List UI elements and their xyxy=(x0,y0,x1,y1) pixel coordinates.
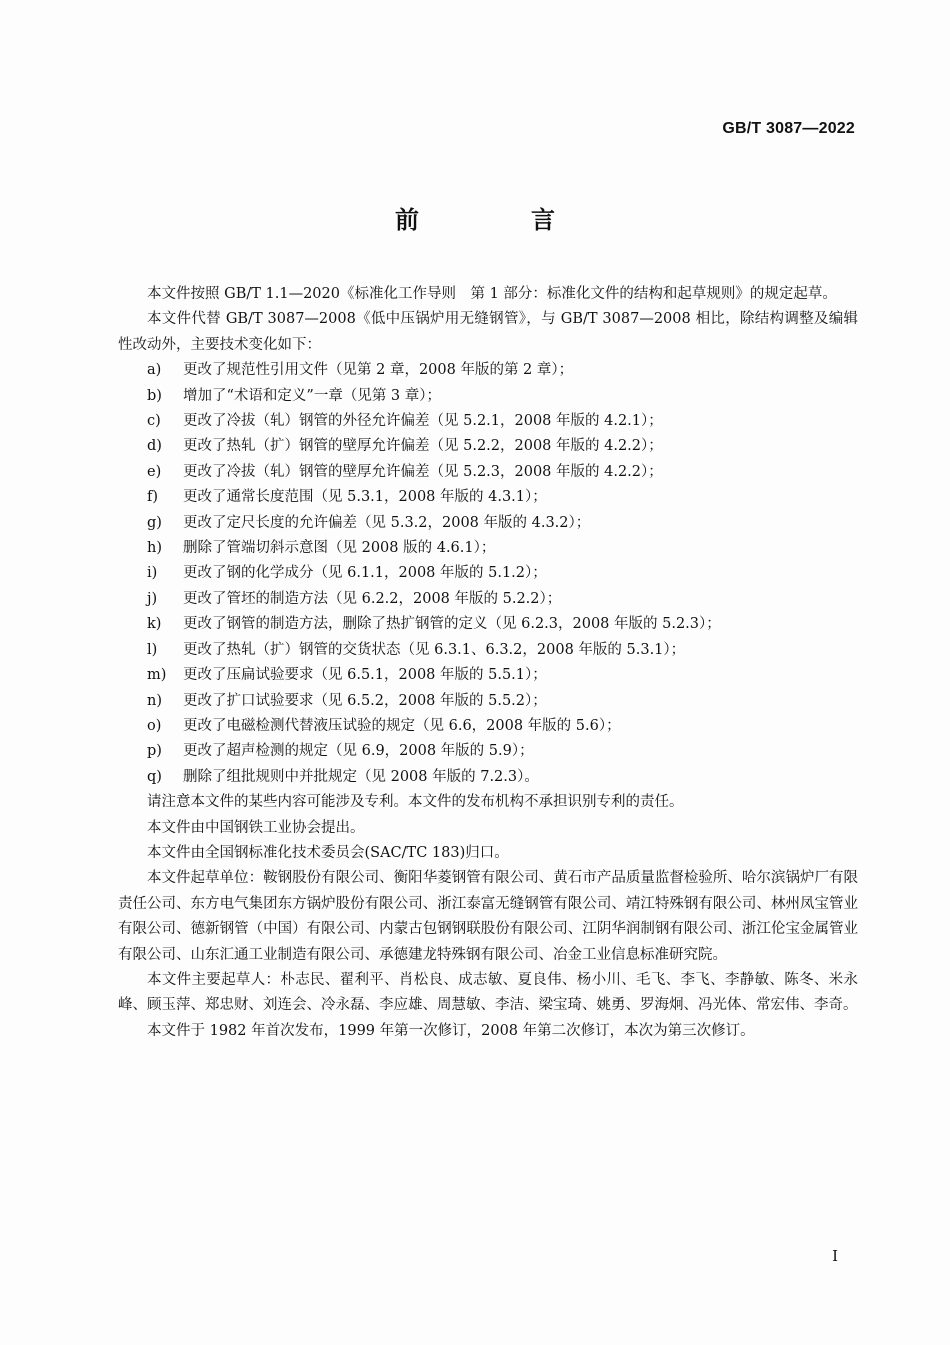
paragraph-centralized-by: 本文件由全国钢标准化技术委员会(SAC/TC 183)归口。 xyxy=(147,844,509,861)
paragraph-replacement: 本文件代替 GB/T 3087—2008《低中压锅炉用无缝钢管》，与 GB/T 3087—2008 相比，除结构调整及编辑性改动外，主要技术变化如下： xyxy=(118,311,858,353)
list-item xyxy=(118,485,858,510)
list-item-text: 更改了规范性引用文件（见第 2 章，2008 年版的第 2 章）； xyxy=(183,362,574,379)
list-item-letter: e) xyxy=(147,463,162,480)
list-item xyxy=(118,587,858,612)
list-item-letter: c) xyxy=(147,413,161,430)
page-title: 前 言 xyxy=(395,206,599,234)
list-item-text: 更改了电磁检测代替液压试验的规定（见 6.6，2008 年版的 5.6）； xyxy=(183,717,621,734)
list-item-text: 更改了热轧（扩）钢管的壁厚允许偏差（见 5.2.2，2008 年版的 4.2.2）； xyxy=(183,438,663,455)
list-item-text: 更改了超声检测的规定（见 6.9，2008 年版的 5.9）； xyxy=(183,743,534,760)
list-item-letter: n) xyxy=(147,692,162,709)
list-item-letter: j) xyxy=(147,590,158,607)
list-item xyxy=(118,612,858,637)
list-item-text: 更改了冷拔（轧）钢管的壁厚允许偏差（见 5.2.3，2008 年版的 4.2.2）； xyxy=(183,463,663,480)
technical-changes-list xyxy=(118,358,858,790)
foreword-body xyxy=(118,282,858,1044)
list-item-text: 删除了组批规则中并批规定（见 2008 年版的 7.2.3）。 xyxy=(183,768,539,785)
list-item-text: 删除了管端切斜示意图（见 2008 版的 4.6.1）； xyxy=(183,540,496,557)
list-item-letter: f) xyxy=(147,489,159,506)
list-item xyxy=(118,663,858,688)
list-item-letter: o) xyxy=(147,717,162,734)
list-item-letter: a) xyxy=(147,362,162,379)
list-item xyxy=(118,384,858,409)
list-item-text: 更改了定尺长度的允许偏差（见 5.3.2，2008 年版的 4.3.2）； xyxy=(183,514,591,531)
list-item xyxy=(118,460,858,485)
list-item-text: 更改了通常长度范围（见 5.3.1，2008 年版的 4.3.1）； xyxy=(183,489,547,506)
list-item-letter: d) xyxy=(147,438,162,455)
list-item-letter: h) xyxy=(147,540,162,557)
list-item xyxy=(118,511,858,536)
list-item xyxy=(118,765,858,790)
list-item-text: 更改了压扁试验要求（见 6.5.1，2008 年版的 5.5.1）； xyxy=(183,667,547,684)
paragraph-proposer: 本文件由中国钢铁工业协会提出。 xyxy=(147,819,365,836)
list-item xyxy=(118,689,858,714)
list-item-letter: k) xyxy=(147,616,162,633)
list-item-letter: b) xyxy=(147,387,162,404)
list-item-text: 更改了冷拔（轧）钢管的外径允许偏差（见 5.2.1，2008 年版的 4.2.1）； xyxy=(183,413,663,430)
list-item xyxy=(118,409,858,434)
list-item-letter: p) xyxy=(147,743,162,760)
paragraph-drafting-rules: 本文件按照 GB/T 1.1—2020《标准化工作导则 第 1 部分：标准化文件的结构和起草规则》的规定起草。 xyxy=(147,286,837,302)
list-item-letter: m) xyxy=(147,667,167,684)
list-item-text: 更改了钢的化学成分（见 6.1.1，2008 年版的 5.1.2）； xyxy=(183,565,547,582)
list-item-text: 更改了扩口试验要求（见 6.5.2，2008 年版的 5.5.2）； xyxy=(183,692,547,709)
list-item xyxy=(118,358,858,383)
list-item xyxy=(118,434,858,459)
list-item-letter: q) xyxy=(147,768,162,785)
list-item xyxy=(118,561,858,586)
page-number: I xyxy=(832,1247,838,1265)
list-item xyxy=(118,739,858,764)
standard-code: GB/T 3087—2022 xyxy=(722,120,855,137)
list-item-text: 更改了钢管的制造方法，删除了热扩钢管的定义（见 6.2.3，2008 年版的 5.2.3）； xyxy=(183,616,721,633)
paragraph-history: 本文件于 1982 年首次发布，1999 年第一次修订，2008 年第二次修订，本次为第三次修订。 xyxy=(147,1022,755,1039)
paragraph-patent-notice: 请注意本文件的某些内容可能涉及专利。本文件的发布机构不承担识别专利的责任。 xyxy=(147,794,684,811)
list-item-text: 更改了管坯的制造方法（见 6.2.2，2008 年版的 5.2.2）； xyxy=(183,590,562,607)
list-item xyxy=(118,714,858,739)
paragraph-drafting-units: 本文件起草单位：鞍钢股份有限公司、衡阳华菱钢管有限公司、黄石市产品质量监督检验所、哈尔滨锅炉厂有限责任公司、东方电气集团东方锅炉股份有限公司、浙江泰富无缝钢管有限公司、靖江特殊钢有限公司、林州凤宝管业有限公司、德新钢管（中国）有限公司、内蒙古包钢钢联股份有限公司、江阴华润制钢有限公司、浙江伦宝金属管业有限公司、山东汇通工业制造有限公司、承德建龙特殊钢有限公司、冶金工业信息标准研究院。 xyxy=(118,870,858,963)
list-item-text: 更改了热轧（扩）钢管的交货状态（见 6.3.1、6.3.2，2008 年版的 5.3.1）； xyxy=(183,641,686,658)
list-item-letter: i) xyxy=(147,565,158,582)
list-item-text: 增加了“术语和定义”一章（见第 3 章）； xyxy=(183,387,442,404)
list-item-letter: g) xyxy=(147,514,162,531)
paragraph-drafters: 本文件主要起草人：朴志民、翟利平、肖松良、成志敏、夏良伟、杨小川、毛飞、李飞、李静敏、陈冬、米永峰、顾玉萍、郑忠财、刘连会、冷永磊、李应雄、周慧敏、李洁、梁宝琦、姚勇、罗海炯、冯光体、常宏伟、李奇。 xyxy=(118,971,858,1014)
list-item-letter: l) xyxy=(147,641,158,658)
list-item xyxy=(118,638,858,663)
list-item xyxy=(118,536,858,561)
